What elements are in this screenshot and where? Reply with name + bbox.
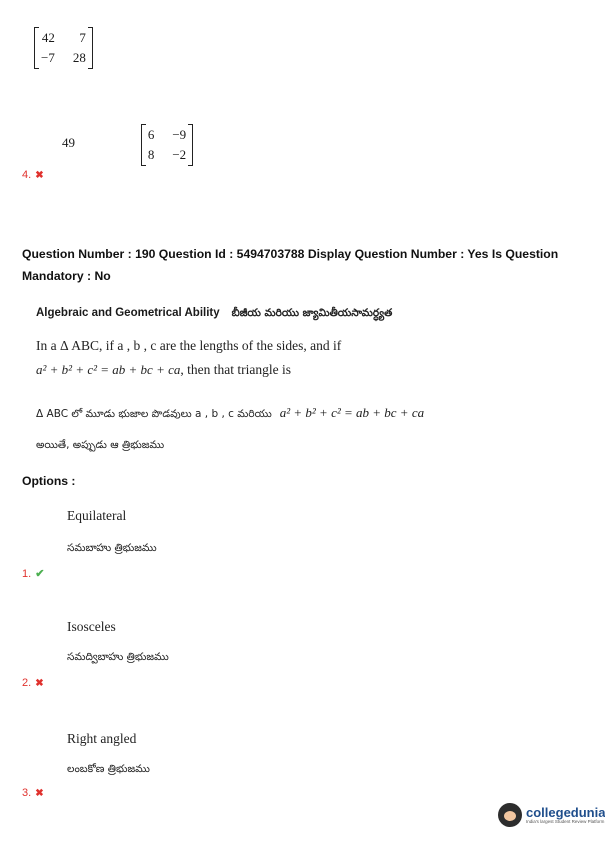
option4-scalar: 49 <box>62 135 75 150</box>
section-title-te: బీజీయ మరియు జ్యామితీయసామర్ధ్యత <box>231 307 393 319</box>
wrong-icon: ✖ <box>35 788 44 799</box>
question-header-line1: Question Number : 190 Question Id : 5494703788 Display Question Number : Yes Is Question <box>22 247 559 261</box>
section-title-en: Algebraic and Geometrical Ability <box>36 307 220 319</box>
logo-name: collegedunia <box>526 805 605 820</box>
question-header-line2: Mandatory : No <box>22 269 111 283</box>
option4-number <box>22 165 44 183</box>
options-label: Options : <box>22 474 76 488</box>
option2-en: Isosceles <box>67 619 116 634</box>
option3-en: Right angled <box>67 731 137 746</box>
matrix-cell: −7 <box>41 50 55 65</box>
stem-te-line1 <box>36 405 424 423</box>
question-header <box>22 243 582 287</box>
option1-en: Equilateral <box>67 508 127 523</box>
mascot-icon <box>498 803 522 827</box>
collegedunia-logo <box>498 803 605 827</box>
matrix-cell: 8 <box>147 147 155 162</box>
option3-te: లంబకోణ త్రిభుజము <box>67 763 150 775</box>
stem-en-equation: a² + b² + c² = ab + bc + ca <box>36 362 181 377</box>
option3-number[interactable] <box>22 783 44 801</box>
stem-en-line2 <box>36 362 291 378</box>
option2-number[interactable] <box>22 673 44 691</box>
option-number: 4. <box>22 169 32 181</box>
option2-te: సమద్విబాహు త్రిభుజము <box>67 651 169 663</box>
matrix-cell: 28 <box>72 50 86 65</box>
option4-matrix <box>141 124 193 166</box>
matrix-cell: −9 <box>172 127 187 142</box>
stem-en-line1: In a Δ ABC, if a , b , c are the lengths of the sides, and if <box>36 338 342 353</box>
stem-te-equation: a² + b² + c² = ab + bc + ca <box>279 405 425 420</box>
option3-matrix <box>34 27 93 69</box>
logo-tagline: India's largest Student Review Platform <box>526 819 605 824</box>
matrix-cell: 7 <box>79 30 86 45</box>
option1-te: సమబాహు త్రిభుజము <box>67 542 157 554</box>
matrix-cell: −2 <box>172 147 187 162</box>
stem-te-line2: అయితే, అప్పుడు ఆ త్రిభుజము <box>36 439 165 451</box>
wrong-icon: ✖ <box>35 678 44 689</box>
check-icon: ✔ <box>35 568 45 580</box>
section-title <box>36 307 392 322</box>
stem-en-tail: , then that triangle is <box>180 362 291 377</box>
wrong-icon: ✖ <box>35 170 44 181</box>
stem-te-text: Δ ABC లో మూడు భుజాల పొడవులు a , b , c మరియు <box>36 408 272 420</box>
option-number: 1. <box>22 568 32 580</box>
matrix-cell: 42 <box>41 30 55 45</box>
option1-number[interactable] <box>22 564 44 582</box>
option-number: 3. <box>22 787 32 799</box>
matrix-cell: 6 <box>147 127 155 142</box>
option-number: 2. <box>22 677 32 689</box>
